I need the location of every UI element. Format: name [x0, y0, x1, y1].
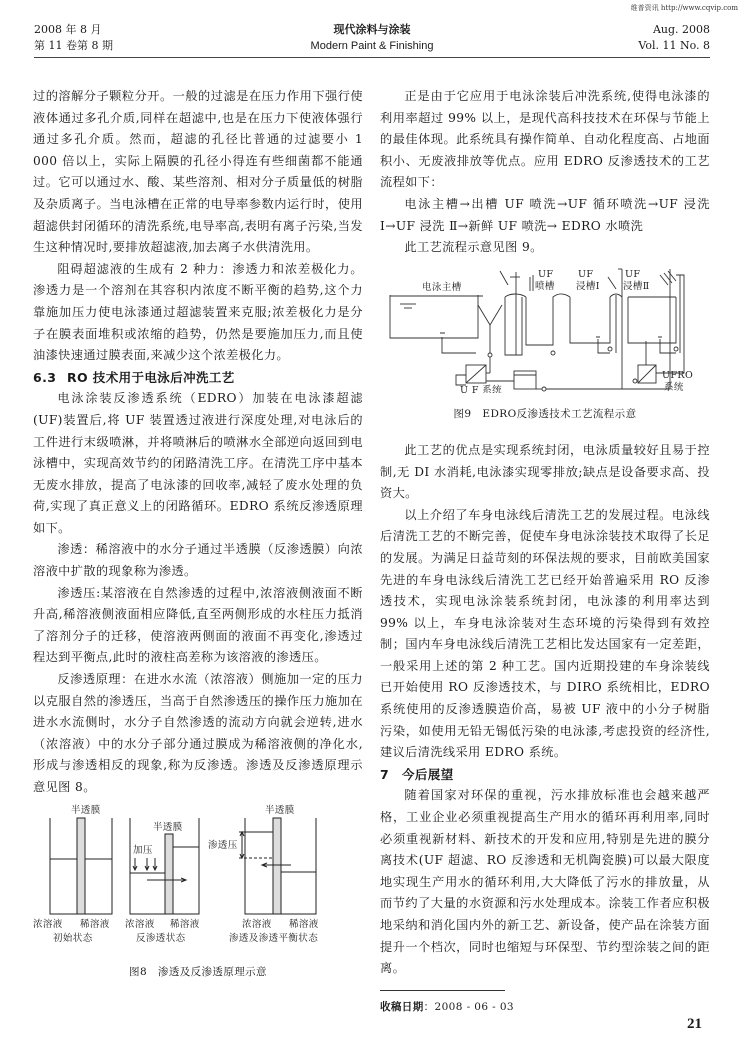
header-rule [34, 57, 710, 58]
dilute-solution-label: 稀溶液 [170, 918, 200, 930]
membrane-initial [77, 818, 85, 914]
paragraph: 反渗透原理：在进水水流（浓溶液）侧施加一定的压力以克服自然的渗透压，当高于自然渗透压的操作压力施加在进水水流侧时，水分子自然渗透的流动方向就会逆转,进水（浓溶液）中的水分子部分通过膜成为稀溶液侧的净化水,形成与渗透相反的现象,称为反渗透。渗透及反渗透原理示意见图 8。 [33, 672, 363, 794]
main-tank-label: 电泳主槽 [422, 281, 462, 293]
uf-dip2-label: UF [625, 268, 641, 280]
figure-8-diagram [33, 803, 363, 953]
osmotic-pressure-label: 渗透压 [208, 839, 238, 851]
section-number: 7 [380, 766, 390, 782]
conc-solution-label: 浓溶液 [242, 918, 272, 930]
state-reverse-osmosis: 反渗透状态 [136, 932, 186, 944]
header-issue-cn: 第 11 卷第 8 期 [34, 39, 113, 52]
process-flow: 电泳主槽→出槽 UF 喷洗→UF 循环喷洗→UF 浸洗 Ⅰ→UF 浸洗 Ⅱ→新鲜 UF 喷洗→ EDRO 水喷洗 [380, 196, 710, 233]
conc-solution-label: 浓溶液 [125, 918, 155, 930]
membrane-equilibrium [273, 818, 281, 914]
figure-8 [33, 803, 363, 984]
paragraph: 正是由于它应用于电泳涂装后冲洗系统,使得电泳漆的利用率超过 99% 以上，是现代高科技技术在环保与节能上的最佳体现。此系统具有操作简单、自动化程度高、占地面积小、无废液排放等优点。应用 EDRO 反渗透技术的工艺流程如下： [380, 89, 710, 190]
footnote-rule [380, 990, 505, 991]
uf-dip2-label: 浸槽Ⅱ [623, 280, 650, 292]
figure-9-diagram [380, 265, 710, 393]
section-number: 6.3 [33, 369, 57, 385]
section-title: 今后展望 [402, 766, 454, 782]
paragraph: 随着国家对环保的重视，污水排放标准也会越来越严格，工业企业必须重视提高生产用水的循环再利用率,同时必须重视新材料、新技术的开发和应用,特别是先进的膜分离技术(UF 超滤、RO 反渗透和无机陶瓷膜)可以最大限度地实现生产用水的循环利用,大大降低了污水的排放量，从而节约了大量的水资源和污水处理成本。涂装工作者应积极地采纳和消化国内外的新工艺、新设备，使产品在涂装方面提升一个档次，同时也缩短与环保型、节约型涂装之间的距离。 [380, 788, 710, 976]
header-right [638, 22, 710, 54]
paragraph: 此工艺流程示意见图 9。 [404, 240, 543, 255]
section-title: RO 技术用于电泳后冲洗工艺 [67, 369, 235, 385]
paragraph: 此工艺的优点是实现系统封闭，电泳质量较好且易于控制,无 DI 水消耗,电泳漆实现零排放;缺点是设备要求高、投资大。 [380, 442, 710, 501]
dilute-solution-label: 稀溶液 [80, 918, 110, 930]
state-initial: 初始状态 [53, 932, 93, 944]
uf-spray-label: 喷槽 [535, 280, 555, 292]
received-date [380, 997, 710, 1019]
pressure-label: 加压 [133, 844, 153, 856]
uf-dip1-label: 浸槽Ⅰ [576, 280, 600, 292]
paragraph: 渗透压:某溶液在自然渗透的过程中,浓溶液侧液面不断升高,稀溶液侧液面相应降低,直至两侧形成的水柱压力抵消了溶剂分子的迁移，使溶液两侧面的液面不再变化,渗透过程达到平衡点,此时的液柱高差称为该溶液的渗透压。 [33, 585, 363, 665]
ufro-label: 系统 [664, 381, 684, 393]
section-heading-6-3 [33, 367, 363, 389]
left-column [33, 86, 363, 984]
page-number: 21 [687, 1016, 702, 1032]
paragraph: 渗透：稀溶液中的水分子通过半透膜（反渗透膜）向浓溶液中扩散的现象称为渗透。 [33, 542, 363, 579]
uf-dip1-label: UF [578, 268, 594, 280]
figure-9-caption: 图9 EDRO反渗透技术工艺流程示意 [453, 408, 637, 421]
uf-system-label: U F 系统 [460, 384, 503, 393]
state-equilibrium: 渗透及渗透平衡状态 [229, 932, 319, 944]
membrane-label: 半透膜 [265, 804, 295, 816]
section-heading-7 [380, 764, 710, 786]
membrane-label: 半透膜 [153, 821, 183, 833]
right-column [380, 86, 710, 1018]
ufro-label: UFRO [662, 369, 694, 381]
header-date-en: Aug. 2008 [652, 23, 710, 36]
membrane-reverse [165, 834, 173, 914]
figure-9 [380, 265, 710, 426]
watermark: 维普资讯 http://www.cqvip.com [630, 4, 738, 12]
paragraph: 电泳涂装反渗透系统（EDRO）加装在电泳漆超滤(UF)装置后,将 UF 装置透过液进行深度处理,对电泳后的工件进行末级喷淋，并将喷淋后的喷淋水全部逆向返回到电泳槽中，实现高效节约的闭路清洗工序。在清洗工序中基本无废水排放，提高了电泳漆的回收率,减轻了废水处理的负荷,实现了真正意义上的闭路循环。EDRO 系统反渗透原理如下。 [33, 391, 363, 535]
main-tank [390, 295, 478, 338]
conc-solution-label: 浓溶液 [33, 918, 63, 930]
paragraph: 阻碍超滤液的生成有 2 种力：渗透力和浓差极化力。渗透力是一个溶剂在其容积内浓度不断平衡的趋势,这个力靠施加压力使电泳漆通过超滤装置来克服;浓差极化力是分子在膜表面堆积或浓缩的趋势，仍然是要施加压力,而且使油漆快速通过膜表面,来减少这个浓差极化力。 [33, 261, 363, 363]
dilute-solution-label: 稀溶液 [289, 918, 319, 930]
figure-8-caption: 图8 渗透及反渗透原理示意 [129, 966, 267, 979]
received-label: 收稿日期 [380, 1000, 424, 1013]
header-issue-en: Vol. 11 No. 8 [638, 39, 710, 52]
uf-spray-label: UF [538, 268, 554, 280]
received-value: ：2008 - 06 - 03 [423, 1000, 514, 1013]
membrane-label: 半透膜 [71, 804, 101, 816]
header-center [0, 22, 744, 54]
paragraph: 以上介绍了车身电泳线后清洗工艺的发展过程。电泳线后清洗工艺的不断完善，促使车身电泳涂装技术取得了长足的发展。为满足日益苛刻的环保法规的要求，目前欧美国家先进的车身电泳线后清洗工艺已经开始普遍采用 RO 反渗透技术，实现电泳涂装系统封闭，电泳漆的利用率达到 99% 以上，车身电泳涂装对生态环境的污染得到有效控制；国内车身电泳线后清洗工艺相比发达国家有一定差距，一般采用上述的第 2 种工艺。国内近期投建的车身涂装线已开始使用 RO 反渗透技术，与 DIRO 系统相比，EDRO 系统使用的反渗透膜造价高，易被 UF 液中的小分子树脂污染，如使用无铅无锡低污染的电泳漆,考虑投资的经济性,建议后清洗线采用 EDRO 系统。 [380, 507, 710, 760]
journal-title-cn: 现代涂料与涂装 [333, 23, 411, 36]
paragraph: 过的溶解分子颗粒分开。一般的过滤是在压力作用下强行使液体通过多孔介质,同样在超滤中,也是在压力下使液体强行通过多孔介质。然而，超滤的孔径比普通的过滤要小 1 000 倍以上，实际上隔膜的孔径小得连有些细菌都不能通过。它可以通过水、酸、某些溶剂、相对分子质量低的树脂及杂质离子。当电泳槽在正常的电导率参数内运行时，使用超滤供封闭循环的清洗系统,电导率高,表明有离子污染,当发生这种情况时,要排放超滤液,加去离子水供清洗用。 [33, 89, 363, 255]
header-date-cn: 2008 年 8 月 [34, 23, 102, 36]
journal-title-en: Modern Paint & Finishing [310, 40, 434, 52]
